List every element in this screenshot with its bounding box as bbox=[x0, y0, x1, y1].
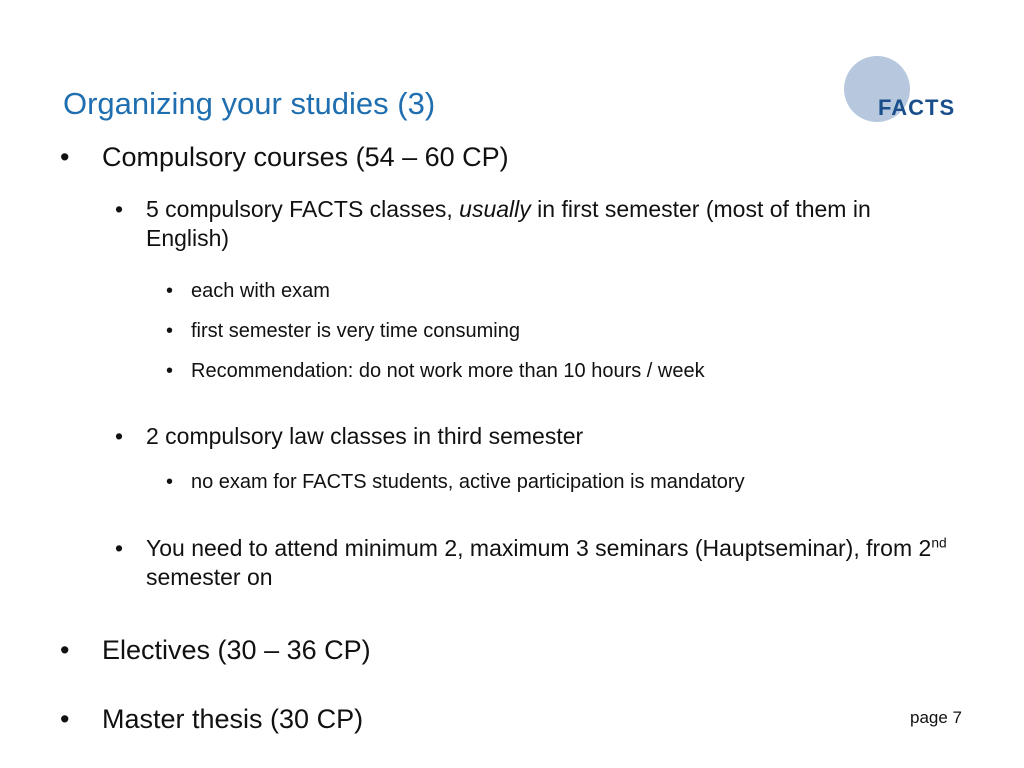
bullet-text-end: semester on bbox=[146, 563, 273, 590]
bullet-icon: • bbox=[115, 196, 124, 222]
bullet-seminars bbox=[115, 534, 956, 592]
bullet-text: 2 compulsory law classes in third semester bbox=[146, 423, 584, 449]
bullet-icon: • bbox=[60, 704, 70, 734]
bullet-facts-classes bbox=[115, 195, 956, 253]
bullet-icon: • bbox=[60, 635, 70, 665]
bullet-emphasis: usually bbox=[459, 196, 531, 222]
bullet-text: first semester is very time consuming bbox=[191, 320, 520, 342]
bullet-text: each with exam bbox=[191, 280, 330, 302]
sub-bullet-exam bbox=[166, 279, 951, 304]
bullet-icon: • bbox=[166, 320, 174, 342]
bullet-text: Compulsory courses (54 – 60 CP) bbox=[102, 142, 509, 172]
ordinal-superscript: nd bbox=[931, 535, 947, 551]
bullet-compulsory-courses bbox=[60, 141, 962, 175]
bullet-icon: • bbox=[115, 535, 124, 561]
bullet-icon: • bbox=[115, 423, 124, 449]
logo-text: FACTS bbox=[878, 95, 956, 120]
bullet-text: Electives (30 – 36 CP) bbox=[102, 635, 371, 665]
bullet-text-start: 5 compulsory FACTS classes, bbox=[146, 196, 460, 222]
sub-bullet-time-consuming bbox=[166, 319, 951, 344]
page-number: page 7 bbox=[910, 708, 962, 727]
facts-logo bbox=[844, 56, 968, 126]
bullet-text-start: You need to attend minimum 2, maximum 3 seminars (Hauptseminar), from 2 bbox=[146, 535, 932, 561]
bullet-law-classes bbox=[115, 422, 956, 451]
sub-bullet-no-exam bbox=[166, 470, 951, 495]
bullet-icon: • bbox=[166, 471, 174, 493]
bullet-text: Master thesis (30 CP) bbox=[102, 704, 364, 734]
bullet-master-thesis bbox=[60, 703, 962, 737]
sub-bullet-recommendation bbox=[166, 359, 951, 384]
slide-title: Organizing your studies (3) bbox=[63, 86, 436, 121]
bullet-icon: • bbox=[166, 360, 174, 382]
bullet-electives bbox=[60, 634, 962, 668]
bullet-text: no exam for FACTS students, active participation is mandatory bbox=[191, 471, 745, 493]
bullet-icon: • bbox=[166, 280, 174, 302]
bullet-text-end: in first semester (most of them in English) bbox=[146, 196, 871, 251]
bullet-icon: • bbox=[60, 142, 70, 172]
bullet-text: Recommendation: do not work more than 10 hours / week bbox=[191, 360, 705, 382]
